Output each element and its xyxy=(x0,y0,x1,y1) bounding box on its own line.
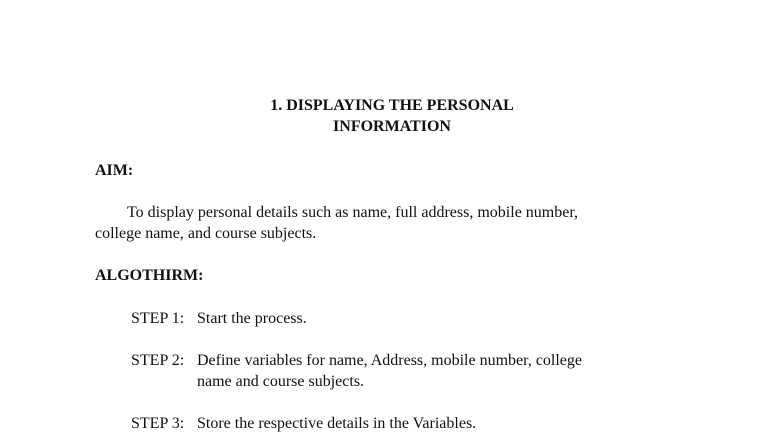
step-label: STEP 2: xyxy=(131,352,185,369)
title-line-2: INFORMATION xyxy=(333,118,451,135)
aim-line-1: To display personal details such as name, full address, mobile number, xyxy=(127,204,579,221)
algorithm-heading: ALGOTHIRM: xyxy=(95,267,204,284)
step-text: Store the respective details in the Variables. xyxy=(197,415,477,432)
algorithm-step xyxy=(131,413,476,434)
aim-paragraph xyxy=(95,202,675,244)
step-text-continuation: name and course subjects. xyxy=(197,373,365,390)
algorithm-step xyxy=(131,350,582,392)
page-title xyxy=(0,95,784,137)
step-label: STEP 3: xyxy=(131,415,185,432)
step-text: Start the process. xyxy=(197,310,307,327)
aim-line-2: college name, and course subjects. xyxy=(95,225,317,242)
aim-heading: AIM: xyxy=(95,162,134,179)
algorithm-step xyxy=(131,308,307,329)
step-label: STEP 1: xyxy=(131,310,185,327)
title-line-1: 1. DISPLAYING THE PERSONAL xyxy=(270,97,514,114)
step-text: Define variables for name, Address, mobile number, college xyxy=(197,352,583,369)
